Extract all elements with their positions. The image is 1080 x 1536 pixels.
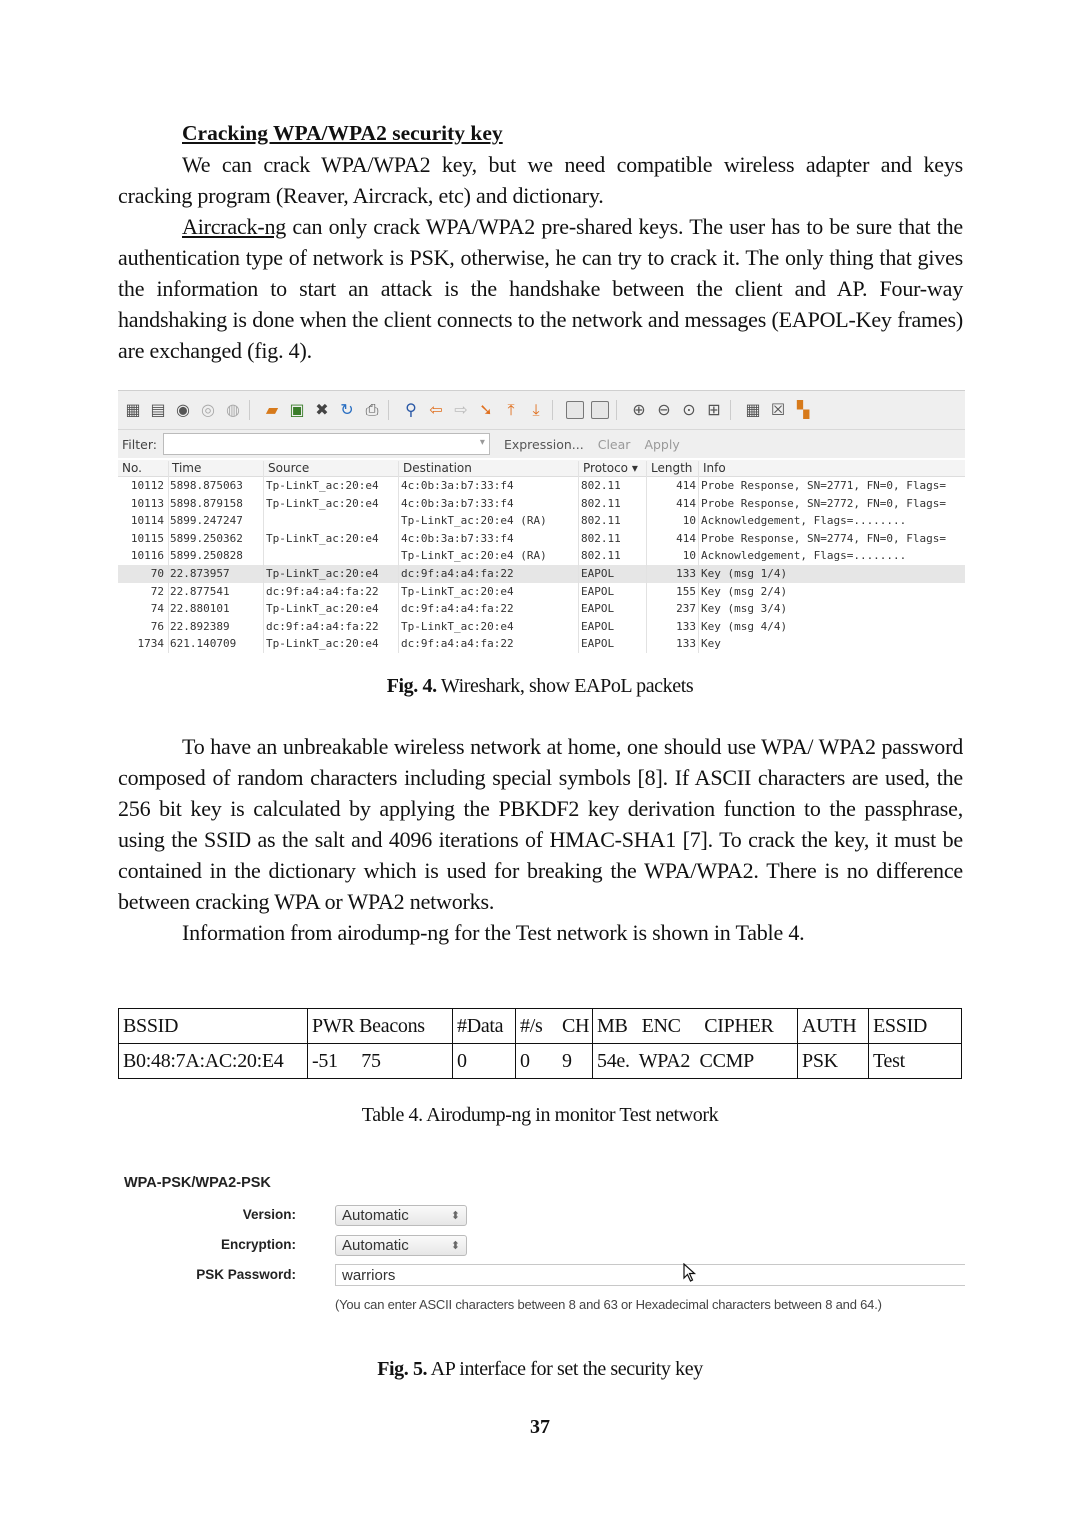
- restart-capture-icon[interactable]: ◍: [226, 400, 240, 419]
- coloring-rules-icon[interactable]: ▚: [796, 400, 810, 419]
- packet-row[interactable]: 10112 5898.875063 Tp-LinkT_ac:20:e4 4c:0b:3a:b7:33:f4 802.11 414 Probe Response, SN=2771, FN=0, Flags=: [130, 479, 947, 492]
- table-cell: CH: [558, 1009, 593, 1044]
- display-filters-icon[interactable]: ☒: [770, 400, 786, 419]
- go-forward-icon[interactable]: ⇨: [454, 400, 468, 419]
- page-number: 37: [530, 1416, 550, 1438]
- packet-row[interactable]: 10113 5898.879158 Tp-LinkT_ac:20:e4 4c:0b:3a:b7:33:f4 802.11 414 Probe Response, SN=2772, FN=0, Flags=: [130, 496, 947, 510]
- table-cell: #Data: [453, 1009, 516, 1044]
- packet-row[interactable]: 74 22.880101 Tp-LinkT_ac:20:e4 dc:9f:a4:a4:fa:22 EAPOL 237 Key (msg 3/4): [150, 602, 788, 616]
- paragraph-2: [118, 211, 963, 366]
- encryption-label: Encryption:: [220, 1237, 296, 1252]
- packet-row[interactable]: 10114 5899.247247 Tp-LinkT_ac:20:e4 (RA) 802.11 10 Acknowledgement, Flags=........: [130, 514, 907, 528]
- table-cell: 9: [558, 1044, 593, 1079]
- table-header-row: [119, 1009, 962, 1044]
- stop-capture-icon[interactable]: ◎: [201, 400, 215, 419]
- packet-row[interactable]: 1734 621.140709 Tp-LinkT_ac:20:e4 dc:9f:a4:a4:fa:22 EAPOL 133 Key: [137, 637, 721, 651]
- figure-5-label: Fig. 5.: [377, 1358, 428, 1380]
- normal-size-icon[interactable]: ⊙: [682, 400, 696, 419]
- first-packet-icon[interactable]: ⤒: [507, 400, 515, 419]
- toolbar-separator: [388, 400, 395, 420]
- table-cell: 54e. WPA2 CCMP: [593, 1044, 798, 1079]
- wireshark-toolbar: [118, 391, 965, 430]
- packet-row[interactable]: 72 22.877541 dc:9f:a4:a4:fa:22 Tp-LinkT_ac:20:e4 EAPOL 155 Key (msg 2/4): [150, 584, 788, 598]
- toolbar-separator: [730, 400, 737, 420]
- print-icon[interactable]: ⎙: [365, 400, 379, 419]
- table-cell: PSK: [798, 1044, 869, 1079]
- section-heading: Cracking WPA/WPA2 security key: [182, 121, 503, 145]
- encryption-select[interactable]: [335, 1235, 467, 1256]
- table-cell: Test: [869, 1044, 962, 1079]
- filter-bar: [118, 430, 965, 458]
- save-file-icon[interactable]: ▣: [289, 400, 305, 419]
- table-cell: PWR Beacons: [308, 1009, 453, 1044]
- paragraph-4: Information from airodump-ng for the Test network is shown in Table 4.: [182, 920, 805, 945]
- packet-list: [118, 477, 965, 653]
- packet-row-selected[interactable]: 70 22.873957 Tp-LinkT_ac:20:e4 dc:9f:a4:a4:fa:22 EAPOL 133 Key (msg 1/4): [118, 565, 965, 583]
- figure-4-caption: [0, 675, 1080, 698]
- aircrack-link[interactable]: Aircrack-ng: [182, 214, 287, 239]
- column-divider: [398, 461, 399, 653]
- table-4-caption: Table 4. Airodump-ng in monitor Test network: [361, 1104, 719, 1126]
- airodump-table: [118, 1008, 962, 1079]
- mouse-cursor-icon: [683, 1263, 697, 1283]
- section-body-2: [118, 731, 963, 948]
- paragraph-3: To have an unbreakable wireless network at home, one should use WPA/ WPA2 password composed of random characters including special symbols [8]. If ASCII characters are used, the 256 bit key is calculated by applying the PBKDF2 key derivation function to the passphrase, using the SSID as the salt and 4096 iterations of HMAC-SHA1 [7]. To crack the key, it must be contained in the dictionary which is used for breaking the WPA/WPA2. There is no difference between cracking WPA or WPA2 networks.: [118, 734, 963, 914]
- filter-label: Filter:: [122, 436, 157, 452]
- ap-security-form: [118, 1170, 965, 1320]
- encryption-value: Automatic: [342, 1237, 409, 1254]
- zoom-in-icon[interactable]: ⊕: [632, 400, 646, 419]
- figure-5-text: AP interface for set the security key: [427, 1358, 703, 1380]
- version-value: Automatic: [342, 1207, 409, 1224]
- col-info[interactable]: Info: [703, 461, 726, 475]
- open-file-icon[interactable]: ▰: [265, 400, 279, 419]
- toolbar-separator: [616, 400, 623, 420]
- col-time[interactable]: Time: [172, 461, 202, 475]
- col-source[interactable]: Source: [268, 461, 310, 475]
- table-cell: ESSID: [869, 1009, 962, 1044]
- col-destination[interactable]: Destination: [403, 461, 472, 475]
- table-cell: MB ENC CIPHER: [593, 1009, 798, 1044]
- start-capture-icon[interactable]: ◉: [176, 400, 190, 419]
- column-divider: [698, 461, 699, 653]
- select-arrows-icon: ⬍: [450, 1210, 460, 1222]
- paragraph-2-text: can only crack WPA/WPA2 pre-shared keys. The user has to be sure that the authentication type of network is PSK, otherwise, he can try to crack it. The only thing that gives the information to start an attack is the handshake between the client and AP. Four-way handshaking is done when the client connects to the network and messages (EAPOL-Key frames) are exchanged (fig. 4).: [118, 214, 963, 363]
- packet-row[interactable]: 76 22.892389 dc:9f:a4:a4:fa:22 Tp-LinkT_ac:20:e4 EAPOL 133 Key (msg 4/4): [150, 619, 788, 633]
- ap-security-title: WPA-PSK/WPA2-PSK: [124, 1175, 271, 1191]
- table-cell: #/s: [516, 1009, 559, 1044]
- column-divider: [646, 461, 647, 653]
- go-to-packet-icon[interactable]: ➘: [479, 400, 493, 419]
- col-no[interactable]: No.: [122, 461, 142, 475]
- go-back-icon[interactable]: ⇦: [429, 400, 443, 419]
- table-cell: -51 75: [308, 1044, 453, 1079]
- paragraph-1: We can crack WPA/WPA2 key, but we need compatible wireless adapter and keys cracking program (Reaver, Aircrack, etc) and dictionary.: [118, 152, 963, 208]
- figure-4-text: Wireshark, show EAPoL packets: [436, 675, 694, 697]
- toolbar-separator: [552, 400, 559, 420]
- psk-hint: (You can enter ASCII characters between 8 and 63 or Hexadecimal characters between 8 and 64.): [335, 1297, 882, 1312]
- colorize-icon[interactable]: [564, 399, 586, 421]
- zoom-out-icon[interactable]: ⊖: [657, 400, 671, 419]
- version-label: Version:: [242, 1207, 296, 1222]
- apply-button[interactable]: Apply: [644, 436, 680, 452]
- packet-row[interactable]: 10116 5899.250828 Tp-LinkT_ac:20:e4 (RA) 802.11 10 Acknowledgement, Flags=........: [130, 549, 907, 563]
- autoscroll-icon[interactable]: [589, 399, 611, 421]
- figure-5-caption: [0, 1358, 1080, 1381]
- figure-4-label: Fig. 4.: [386, 675, 437, 697]
- filter-input[interactable]: [163, 433, 490, 455]
- capture-options-icon[interactable]: ▤: [150, 400, 166, 419]
- resize-columns-icon[interactable]: ⊞: [707, 400, 721, 419]
- chevron-down-icon[interactable]: ▾: [479, 437, 485, 448]
- reload-icon[interactable]: ↻: [340, 400, 354, 419]
- last-packet-icon[interactable]: ⤓: [532, 400, 540, 419]
- section-body: [118, 118, 963, 366]
- capture-filters-icon[interactable]: ▦: [745, 400, 761, 419]
- toolbar-separator: [249, 400, 256, 420]
- column-divider: [263, 461, 264, 653]
- psk-password-label: PSK Password:: [196, 1267, 296, 1282]
- clear-button[interactable]: Clear: [597, 436, 631, 452]
- interfaces-icon[interactable]: ▦: [125, 400, 141, 419]
- close-file-icon[interactable]: ✖: [315, 400, 329, 419]
- table-cell: B0:48:7A:AC:20:E4: [119, 1044, 308, 1079]
- packet-row[interactable]: 10115 5899.250362 Tp-LinkT_ac:20:e4 4c:0b:3a:b7:33:f4 802.11 414 Probe Response, SN=2774, FN=0, Flags=: [130, 531, 947, 545]
- table-cell: AUTH: [798, 1009, 869, 1044]
- table-cell: 0: [453, 1044, 516, 1079]
- col-length[interactable]: Length: [651, 461, 693, 475]
- version-select[interactable]: [335, 1205, 467, 1226]
- table-cell: 0: [516, 1044, 559, 1079]
- select-arrows-icon: ⬍: [450, 1240, 460, 1252]
- expression-button[interactable]: Expression...: [503, 436, 584, 452]
- packet-list-header: [118, 460, 965, 477]
- col-protocol[interactable]: Protoco ▾: [583, 461, 638, 475]
- table-row: [119, 1044, 962, 1079]
- psk-password-input[interactable]: warriors: [335, 1264, 965, 1286]
- column-divider: [168, 461, 169, 653]
- wireshark-window: [118, 390, 965, 653]
- table-cell: BSSID: [119, 1009, 308, 1044]
- column-divider: [578, 461, 579, 653]
- find-icon[interactable]: ⚲: [405, 400, 417, 419]
